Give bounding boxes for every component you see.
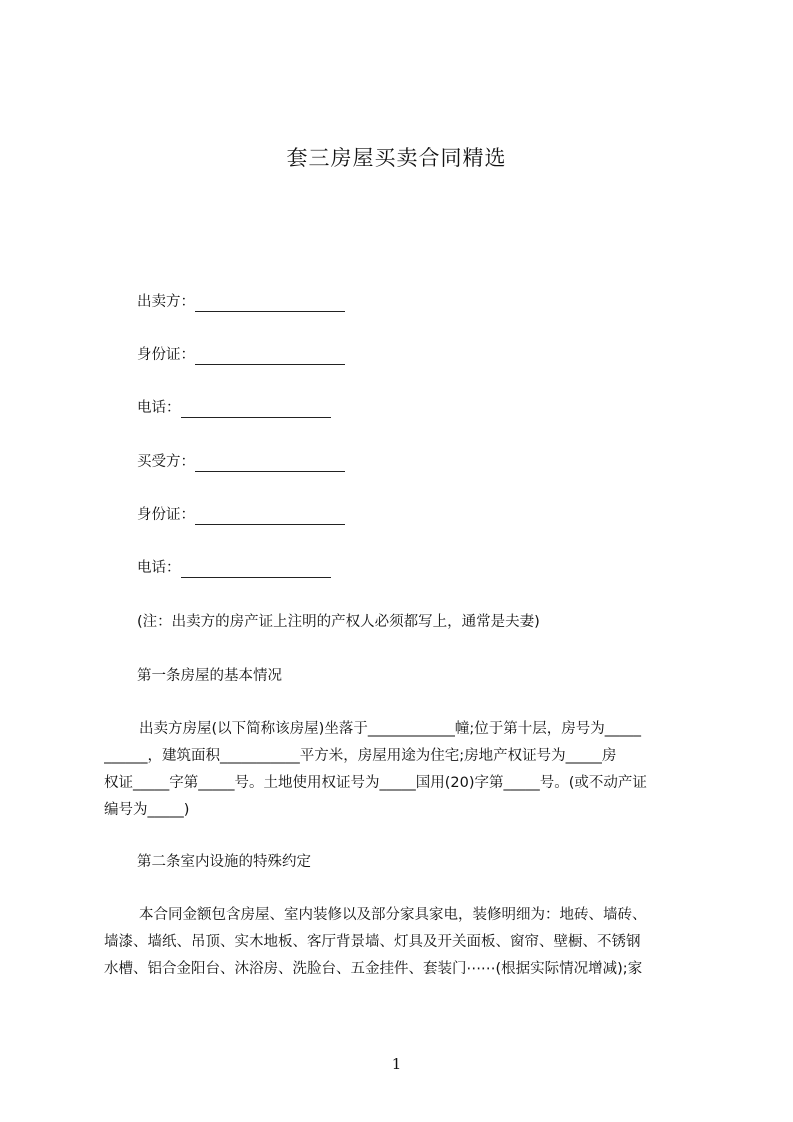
buyer-phone-field <box>137 558 331 578</box>
buyer-field <box>137 452 345 472</box>
article-2-line: 水槽、铝合金阳台、沐浴房、洗脸台、五金挂件、套装门⋯⋯(根据实际情况增减);家 <box>104 961 643 977</box>
seller-phone-label: 电话： <box>137 400 181 416</box>
seller-label: 出卖方： <box>137 294 195 310</box>
seller-id-label: 身份证： <box>137 347 195 363</box>
article-2-heading: 第二条室内设施的特殊约定 <box>137 854 311 870</box>
seller-phone-blank[interactable] <box>181 403 331 418</box>
article-2-line: 本合同金额包含房屋、室内装修以及部分家具家电，装修明细为：地砖、墙砖、 <box>139 907 647 923</box>
article-1-line: ______，建筑面积___________平方米，房屋用途为住宅;房地产权证号为_____房 <box>104 748 617 764</box>
document-title: 套三房屋买卖合同精选 <box>286 146 507 170</box>
seller-id-field <box>137 345 345 365</box>
buyer-id-field <box>137 505 345 525</box>
seller-blank[interactable] <box>195 297 345 312</box>
owner-note: (注：出卖方的房产证上注明的产权人必须都写上，通常是夫妻) <box>137 614 540 630</box>
article-1-line: 权证_____字第_____号。土地使用权证号为_____国用(20)字第_____号。(或不动产证 <box>104 775 647 791</box>
buyer-phone-blank[interactable] <box>181 563 331 578</box>
article-2-paragraph <box>104 902 701 983</box>
article-1-line: 编号为_____) <box>104 802 190 818</box>
buyer-id-blank[interactable] <box>195 510 345 525</box>
page-number: 1 <box>391 1055 402 1073</box>
seller-id-blank[interactable] <box>195 350 345 365</box>
article-2-line: 墙漆、墙纸、吊顶、实木地板、客厅背景墙、灯具及开关面板、窗帘、壁橱、不锈钢 <box>104 934 641 950</box>
article-1-paragraph <box>104 716 701 824</box>
seller-phone-field <box>137 398 331 418</box>
article-1-line: 出卖方房屋(以下简称该房屋)坐落于____________幢;位于第十层，房号为_____ <box>139 721 641 737</box>
buyer-label: 买受方： <box>137 454 195 470</box>
buyer-blank[interactable] <box>195 457 345 472</box>
seller-field <box>137 292 345 312</box>
buyer-id-label: 身份证： <box>137 507 195 523</box>
buyer-phone-label: 电话： <box>137 560 181 576</box>
article-1-heading: 第一条房屋的基本情况 <box>137 668 282 684</box>
